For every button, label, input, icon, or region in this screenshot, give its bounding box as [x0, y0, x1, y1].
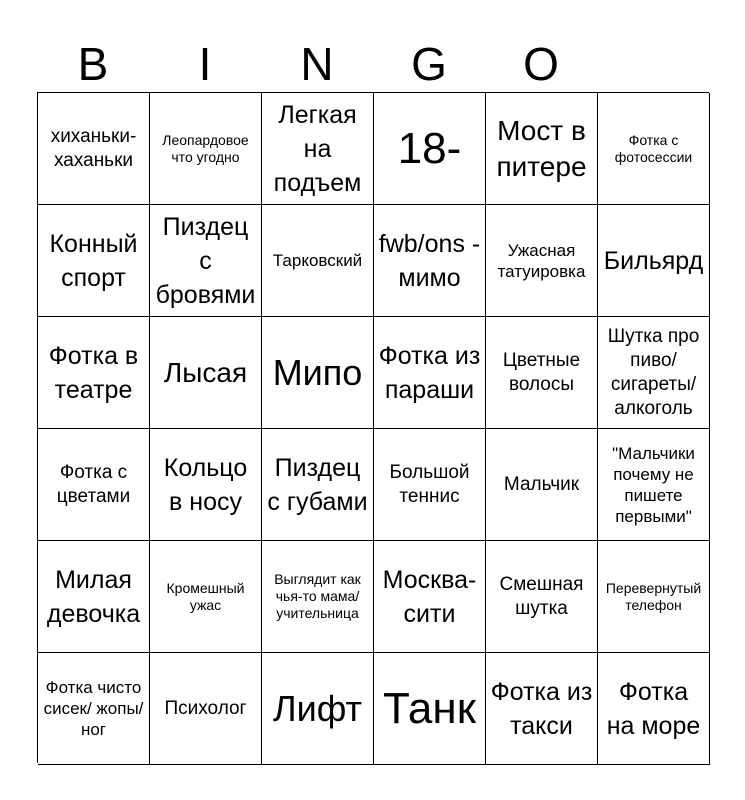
- bingo-cell[interactable]: Пиздец с бровями: [150, 205, 262, 317]
- bingo-cell[interactable]: Москва-сити: [374, 541, 486, 653]
- bingo-cell[interactable]: Танк: [374, 653, 486, 765]
- bingo-cell[interactable]: Цветные волосы: [486, 317, 598, 429]
- bingo-cell[interactable]: Фотка с фотосессии: [598, 93, 710, 205]
- bingo-cell[interactable]: Фотка из такси: [486, 653, 598, 765]
- bingo-header: [37, 36, 709, 92]
- bingo-cell[interactable]: Лысая: [150, 317, 262, 429]
- bingo-cell[interactable]: Мост в питере: [486, 93, 598, 205]
- bingo-cell[interactable]: Конный спорт: [38, 205, 150, 317]
- bingo-cell[interactable]: Лифт: [262, 653, 374, 765]
- bingo-cell[interactable]: Бильярд: [598, 205, 710, 317]
- bingo-grid: [37, 92, 709, 763]
- header-letter-n: N: [300, 38, 334, 90]
- header-letter-b: B: [77, 38, 109, 90]
- bingo-cell[interactable]: fwb/ons - мимо: [374, 205, 486, 317]
- bingo-cell[interactable]: Кромешный ужас: [150, 541, 262, 653]
- bingo-cell[interactable]: Мипо: [262, 317, 374, 429]
- bingo-cell[interactable]: Психолог: [150, 653, 262, 765]
- bingo-cell[interactable]: Тарковский: [262, 205, 374, 317]
- bingo-cell[interactable]: Перевернутый телефон: [598, 541, 710, 653]
- bingo-cell[interactable]: Мальчик: [486, 429, 598, 541]
- bingo-cell[interactable]: Шутка про пиво/ сигареты/ алкоголь: [598, 317, 710, 429]
- bingo-cell[interactable]: Большой теннис: [374, 429, 486, 541]
- bingo-cell[interactable]: Фотка на море: [598, 653, 710, 765]
- bingo-cell[interactable]: Фотка чисто сисек/ жопы/ног: [38, 653, 150, 765]
- bingo-cell[interactable]: "Мальчики почему не пишете первыми": [598, 429, 710, 541]
- bingo-cell[interactable]: Фотка из параши: [374, 317, 486, 429]
- bingo-cell[interactable]: Фотка с цветами: [38, 429, 150, 541]
- bingo-cell[interactable]: Кольцо в носу: [150, 429, 262, 541]
- header-letter-i: I: [198, 38, 212, 90]
- bingo-cell[interactable]: Фотка в театре: [38, 317, 150, 429]
- bingo-cell[interactable]: Пиздец с губами: [262, 429, 374, 541]
- bingo-cell[interactable]: хиханьки-хаханьки: [38, 93, 150, 205]
- header-letter-o: O: [523, 38, 559, 90]
- bingo-cell[interactable]: Легкая на подъем: [262, 93, 374, 205]
- bingo-cell[interactable]: Милая девочка: [38, 541, 150, 653]
- bingo-cell[interactable]: Смешная шутка: [486, 541, 598, 653]
- bingo-cell[interactable]: Леопардовое что угодно: [150, 93, 262, 205]
- header-letter-g: G: [411, 38, 447, 90]
- bingo-cell[interactable]: Ужасная татуировка: [486, 205, 598, 317]
- bingo-cell[interactable]: Выглядит как чья-то мама/ учительница: [262, 541, 374, 653]
- bingo-cell[interactable]: 18-: [374, 93, 486, 205]
